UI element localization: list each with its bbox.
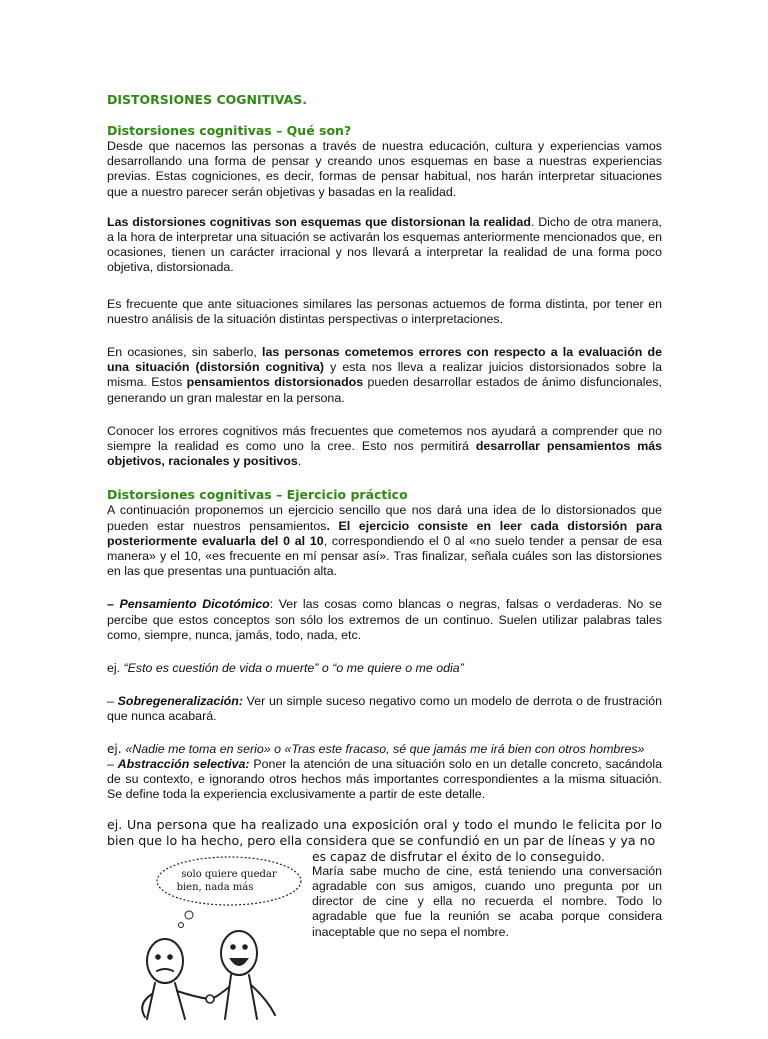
knowing-text-a: Conocer los errores cognitivos más frecuentes que cometemos nos ayudará a comprender que no siempre la realidad es como uno la cree. Esto nos permitirá xyxy=(107,423,662,454)
overgeneralization-example: «Nadie me toma en serio» o «Tras este fracaso, sé que jamás me irá bien con otros hombres» xyxy=(125,741,645,756)
selective-abstraction-text: Poner la atención de una situación solo en un detalle concreto, sacándola de su contexto, e ignorando otros hechos más importantes correspondientes a la misma situación. Se define toda la experiencia exclusivamente a partir de este detalle. xyxy=(107,756,662,802)
overgeneralization-dash: – xyxy=(107,694,118,709)
example-tail: es capaz de disfrutar el éxito de lo conseguido. xyxy=(312,848,605,864)
paragraph-frequency: Es frecuente que ante situaciones similares las personas actuemos de forma distinta, por tener en nuestro análisis de la situación distintas perspectivas o interpretaciones. xyxy=(107,296,662,326)
example-overgeneralization xyxy=(107,742,662,757)
dichotomous-text: : Ver las cosas como blancas o negras, falsas o verdaderas. No se percibe que estos conceptos son sólo los extremos de un continuo. Suelen utilizar palabras tales como, siempre, nunca, jamás, todo, nada, etc. xyxy=(107,597,662,642)
figure-row xyxy=(107,849,662,1039)
paragraph-definition xyxy=(107,215,662,276)
errors-bold-d: pensamientos distorsionados xyxy=(186,375,364,390)
bubble-text-line2: bien, nada más xyxy=(176,881,254,893)
dichotomous-example-prefix: ej. xyxy=(107,661,124,676)
section-heading-what-are: Distorsiones cognitivas – Qué son? xyxy=(107,123,352,138)
left-figure xyxy=(142,939,209,1019)
bubble-text-line1: solo quiere quedar xyxy=(181,868,277,880)
knowing-bold-b: desarrollar pensamientos más objetivos, racionales y positivos xyxy=(107,439,662,469)
section-heading-exercise: Distorsiones cognitivas – Ejercicio práctico xyxy=(107,487,408,503)
dichotomous-name: – Pensamiento Dicotómico xyxy=(107,597,270,612)
document-title: DISTORSIONES COGNITIVAS. xyxy=(107,92,308,107)
distortion-selective-abstraction xyxy=(107,757,662,803)
errors-text-c: y esta nos lleva a realizar juicios distorsionados sobre la misma. Estos xyxy=(107,360,662,390)
selective-abstraction-name: Abstracción selectiva: xyxy=(117,756,250,771)
paragraph-intro: Desde que nacemos las personas a través de nuestra educación, cultura y experiencias vamos desarrollando una forma de pensar y creando unos esquemas en base a nuestras experiencias previas. Estas cogniciones, es decir, formas de pensar habitual, nos harán interpretar situaciones que a nuestro parecer serán objetivas y basadas en la realidad. xyxy=(107,139,662,199)
definition-bold: Las distorsiones cognitivas son esquemas que distorsionan la realidad xyxy=(107,214,531,229)
example-dichotomous xyxy=(107,661,662,676)
definition-rest: . Dicho de otra manera, a la hora de interpretar una situación se activarán los esquemas anteriormente mencionados que, en ocasiones, tienen un carácter irracional y nos llevará a interpretar la realidad de una forma poco objetiva, distorsionada. xyxy=(107,214,662,275)
exercise-text-a: A continuación proponemos un ejercicio sencillo que nos dará una idea de lo distorsionados que pueden estar nuestros pensamientos xyxy=(107,503,662,533)
errors-text-a: En ocasiones, sin saberlo, xyxy=(107,345,263,360)
paragraph-exercise xyxy=(107,503,662,579)
paragraph-errors xyxy=(107,345,662,406)
overgeneralization-text: Ver un simple suceso negativo como un modelo de derrota o de frustración que nunca acabará. xyxy=(107,694,662,724)
exercise-bold-b: . El ejercicio consiste en leer cada distorsión para posteriormente evaluarla del 0 al 10 xyxy=(107,518,662,548)
example-selective-abstraction: ej. Una persona que ha realizado una exposición oral y todo el mundo le felicita por lo bien que lo ha hecho, pero ella considera que se confundió en un par de líneas y ya no xyxy=(107,816,662,848)
selective-abstraction-dash: – xyxy=(107,756,118,771)
document-page xyxy=(107,92,662,1039)
cartoon-illustration xyxy=(107,849,307,1039)
distortion-dichotomous xyxy=(107,597,662,643)
handshake xyxy=(206,995,214,1003)
overgeneralization-example-prefix: ej. xyxy=(107,741,126,756)
knowing-text-c: . xyxy=(297,454,302,469)
side-text-column xyxy=(312,849,662,940)
right-figure xyxy=(211,931,275,1019)
errors-bold-b: las personas cometemos errores con respecto a la evaluación de una situación (distorsión cognitiva) xyxy=(107,345,662,375)
exercise-text-c: , correspondiendo el 0 al «no suelo tender a pensar de esa manera» y el 10, «es frecuente en mí pensar así». Tras finalizar, señala cuáles son las distorsiones en las que presentas una puntuación alta. xyxy=(107,533,662,579)
distortion-overgeneralization xyxy=(107,694,662,724)
paragraph-knowing xyxy=(107,424,662,470)
paragraph-maria: María sabe mucho de cine, está teniendo una conversación agradable con sus amigos, cuando uno pregunta por un director de cine y ella no recuerda el nombre. Todo lo agradable que fue la reunión se acaba porque considera inaceptable que no sepa el nombre. xyxy=(312,863,662,939)
overgeneralization-name: Sobregeneralización: xyxy=(117,694,243,709)
dichotomous-example: “Esto es cuestión de vida o muerte” o “o me quiere o me odia” xyxy=(123,661,464,676)
errors-text-e: pueden desarrollar estados de ánimo disfuncionales, generando un gran malestar en la persona. xyxy=(107,375,662,405)
